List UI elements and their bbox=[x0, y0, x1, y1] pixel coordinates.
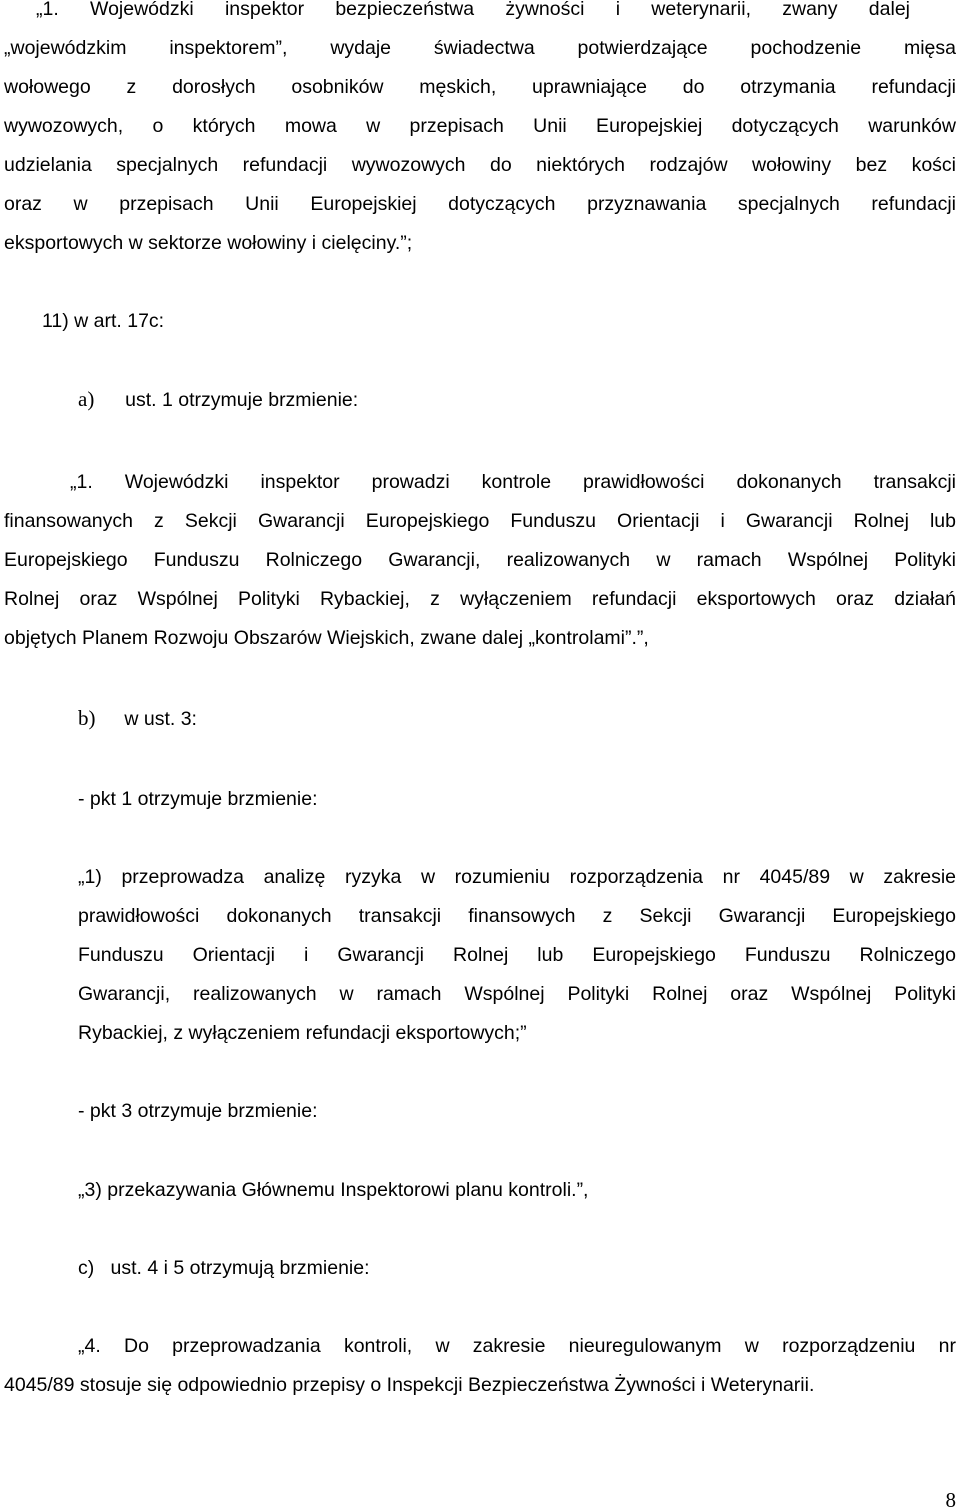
text-line: „4. Do przeprowadzania kontroli, w zakresie nieuregulowanym w rozporządzeniu nr bbox=[78, 1335, 956, 1357]
text-line: udzielania specjalnych refundacji wywozowych do niektórych rodzajów wołowiny bez kości bbox=[4, 154, 956, 176]
text-line: 4045/89 stosuje się odpowiednio przepisy o Inspekcji Bezpieczeństwa Żywności i Weterynarii. bbox=[4, 1374, 815, 1396]
text-line: Rolnej oraz Wspólnej Polityki Rybackiej, z wyłączeniem refundacji eksportowych oraz działań bbox=[4, 588, 956, 610]
text-line: „1. Wojewódzki inspektor bezpieczeństwa żywności i weterynarii, zwany dalej bbox=[36, 0, 910, 20]
text-line: eksportowych w sektorze wołowiny i cielęciny.”; bbox=[4, 232, 413, 254]
pkt3-intro: - pkt 3 otrzymuje brzmienie: bbox=[78, 1100, 318, 1122]
list-text: ust. 1 otrzymuje brzmienie: bbox=[125, 389, 359, 411]
text-line: „1) przeprowadza analizę ryzyka w rozumieniu rozporządzenia nr 4045/89 w zakresie bbox=[78, 866, 956, 888]
list-item-c: c) ust. 4 i 5 otrzymują brzmienie: bbox=[78, 1257, 370, 1279]
text-line: Europejskiego Funduszu Rolniczego Gwarancji, realizowanych w ramach Wspólnej Polityki bbox=[4, 549, 956, 571]
text-line: objętych Planem Rozwoju Obszarów Wiejskich, zwane dalej „kontrolami”.”, bbox=[4, 627, 649, 649]
text-line: „1. Wojewódzki inspektor prowadzi kontrole prawidłowości dokonanych transakcji bbox=[70, 471, 956, 493]
text-line: wywozowych, o których mowa w przepisach Unii Europejskiej dotyczących warunków bbox=[4, 115, 956, 137]
text-line: prawidłowości dokonanych transakcji finansowych z Sekcji Gwarancji Europejskiego bbox=[78, 905, 956, 927]
text-line: oraz w przepisach Unii Europejskiej dotyczących przyznawania specjalnych refundacji bbox=[4, 193, 956, 215]
pkt3-text: „3) przekazywania Głównemu Inspektorowi planu kontroli.”, bbox=[78, 1179, 589, 1201]
list-letter: a) bbox=[78, 387, 95, 411]
text-line: wołowego z dorosłych osobników męskich, uprawniające do otrzymania refundacji bbox=[4, 76, 956, 98]
list-text: w ust. 3: bbox=[124, 708, 197, 730]
text-line: Gwarancji, realizowanych w ramach Wspólnej Polityki Rolnej oraz Wspólnej Polityki bbox=[78, 983, 956, 1005]
list-item-11: 11) w art. 17c: bbox=[42, 310, 165, 332]
pkt1-intro: - pkt 1 otrzymuje brzmienie: bbox=[78, 788, 318, 810]
text-line: Funduszu Orientacji i Gwarancji Rolnej lub Europejskiego Funduszu Rolniczego bbox=[78, 944, 956, 966]
page-number: 8 bbox=[945, 1488, 956, 1512]
text-line: „wojewódzkim inspektorem”, wydaje świadectwa potwierdzające pochodzenie mięsa bbox=[4, 37, 956, 59]
list-item-a bbox=[78, 380, 358, 420]
text-line: Rybackiej, z wyłączeniem refundacji eksportowych;” bbox=[78, 1022, 527, 1044]
text-line: finansowanych z Sekcji Gwarancji Europejskiego Funduszu Orientacji i Gwarancji Rolnej lub bbox=[4, 510, 956, 532]
list-letter: b) bbox=[78, 706, 96, 730]
list-item-b bbox=[78, 699, 197, 739]
